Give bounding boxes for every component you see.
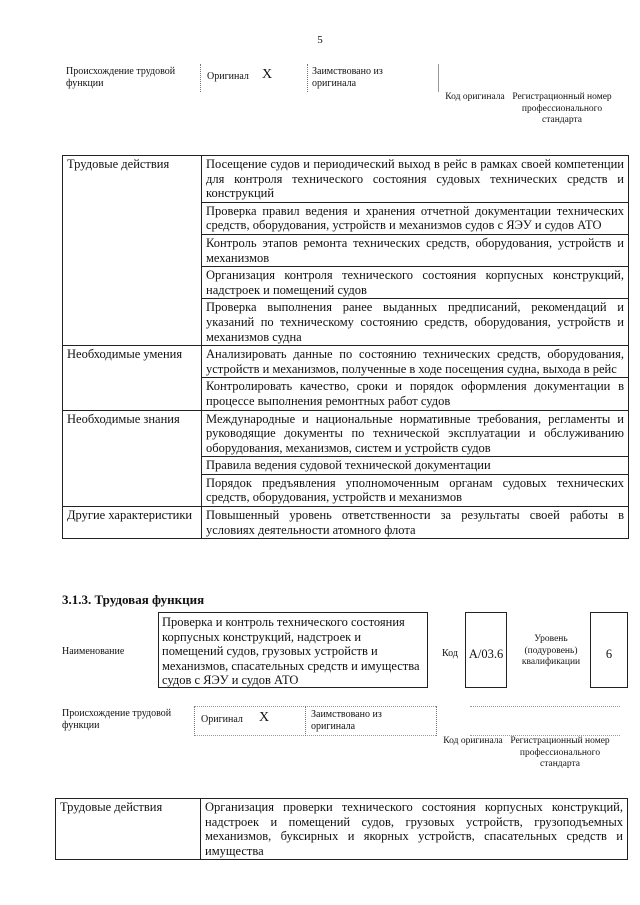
page-number: 5 (317, 34, 323, 46)
function-name-box: Проверка и контроль технического состояния корпусных конструкций, надстроек и помещений судов, грузовых устройств и механизмов, спасательных средств и имущества судов с ЯЭУ и судов АТО (158, 612, 428, 688)
category-cell: Другие характеристики (63, 507, 202, 539)
labor-actions-table-2 (55, 798, 628, 860)
name-label: Наименование (62, 646, 125, 657)
table-row (63, 346, 629, 378)
value-cell: Повышенный уровень ответственности за результаты своей работы в условиях деятельности атомного флота (202, 507, 629, 539)
value-cell: Проверка правил ведения и хранения отчетной документации технических средств, оборудования, устройств и механизмов судов с ЯЭУ и судов АТО (202, 202, 629, 234)
original-mark: X (262, 67, 273, 82)
original-mark: X (259, 710, 270, 725)
labor-actions-table-1 (62, 155, 629, 539)
origin-divider (438, 64, 439, 92)
code-label: Код (442, 648, 458, 659)
level-label: Уровень (подуровень) квалификации (521, 634, 581, 667)
category-cell: Трудовые действия (63, 156, 202, 346)
origin-label: Происхождение трудовой функции (62, 708, 172, 731)
origin-divider (305, 706, 306, 736)
origin-border-bottom (194, 735, 436, 736)
origin-border-top (470, 706, 620, 707)
value-cell: Контролировать качество, сроки и порядок оформления документации в процессе выполнения ремонтных работ судов (202, 378, 629, 410)
reg-number-label: Регистрационный номер профессионального стандарта (510, 736, 610, 769)
borrowed-label: Заимствовано из оригинала (311, 709, 382, 732)
code-original-label: Код оригинала (445, 92, 505, 102)
value-cell: Правила ведения судовой технической документации (202, 457, 629, 475)
origin-label: Происхождение трудовой функции (66, 66, 176, 89)
table-row (63, 507, 629, 539)
reg-number-label: Регистрационный номер профессионального стандарта (512, 92, 612, 125)
table-row (63, 156, 629, 203)
borrowed-label: Заимствовано из оригинала (312, 66, 383, 89)
value-cell: Анализировать данные по состоянию технических средств, оборудования, устройств и механизмов, полученные в ходе посещения судна, выхода в рейс (202, 346, 629, 378)
table-row (56, 799, 628, 860)
value-cell: Проверка выполнения ранее выданных предписаний, рекомендаций и указаний по техническому состоянию средств, оборудования, устройств и механизмов судна (202, 299, 629, 346)
original-label: Оригинал (207, 71, 249, 82)
value-cell: Контроль этапов ремонта технических средств, оборудования, устройств и механизмов (202, 234, 629, 266)
section-number: 3.1.3. (62, 592, 92, 607)
section-heading (62, 592, 204, 608)
section-title: Трудовая функция (94, 592, 205, 607)
value-cell: Порядок предъявления уполномоченным органам судовых технических средств, оборудования, устройств и механизмов (202, 474, 629, 506)
origin-divider (194, 706, 195, 736)
function-code-box: А/03.6 (465, 612, 507, 688)
category-cell: Необходимые знания (63, 410, 202, 507)
value-cell: Организация контроля технического состояния корпусных конструкций, надстроек и помещений судов (202, 267, 629, 299)
code-original-label: Код оригинала (443, 736, 503, 746)
value-cell: Международные и национальные нормативные требования, регламенты и руководящие документы по технической эксплуатации и обслуживанию оборудования, механизмов, систем и устройств судов (202, 410, 629, 457)
category-cell: Необходимые умения (63, 346, 202, 410)
origin-divider (200, 64, 201, 92)
origin-divider (436, 706, 437, 736)
original-label: Оригинал (201, 714, 243, 725)
origin-border-top (194, 706, 436, 707)
value-cell: Посещение судов и периодический выход в рейс в рамках своей компетенции для контроля технического состояния судовых технических средств и конструкций (202, 156, 629, 203)
category-cell: Трудовые действия (56, 799, 201, 860)
value-cell: Организация проверки технического состояния корпусных конструкций, надстроек и помещений судов, грузовых устройств, грузоподъемных механизмов, буксирных и якорных устройств, спасательных средств и имущества (201, 799, 628, 860)
origin-divider (307, 64, 308, 92)
level-value-box: 6 (590, 612, 628, 688)
table-row (63, 410, 629, 457)
